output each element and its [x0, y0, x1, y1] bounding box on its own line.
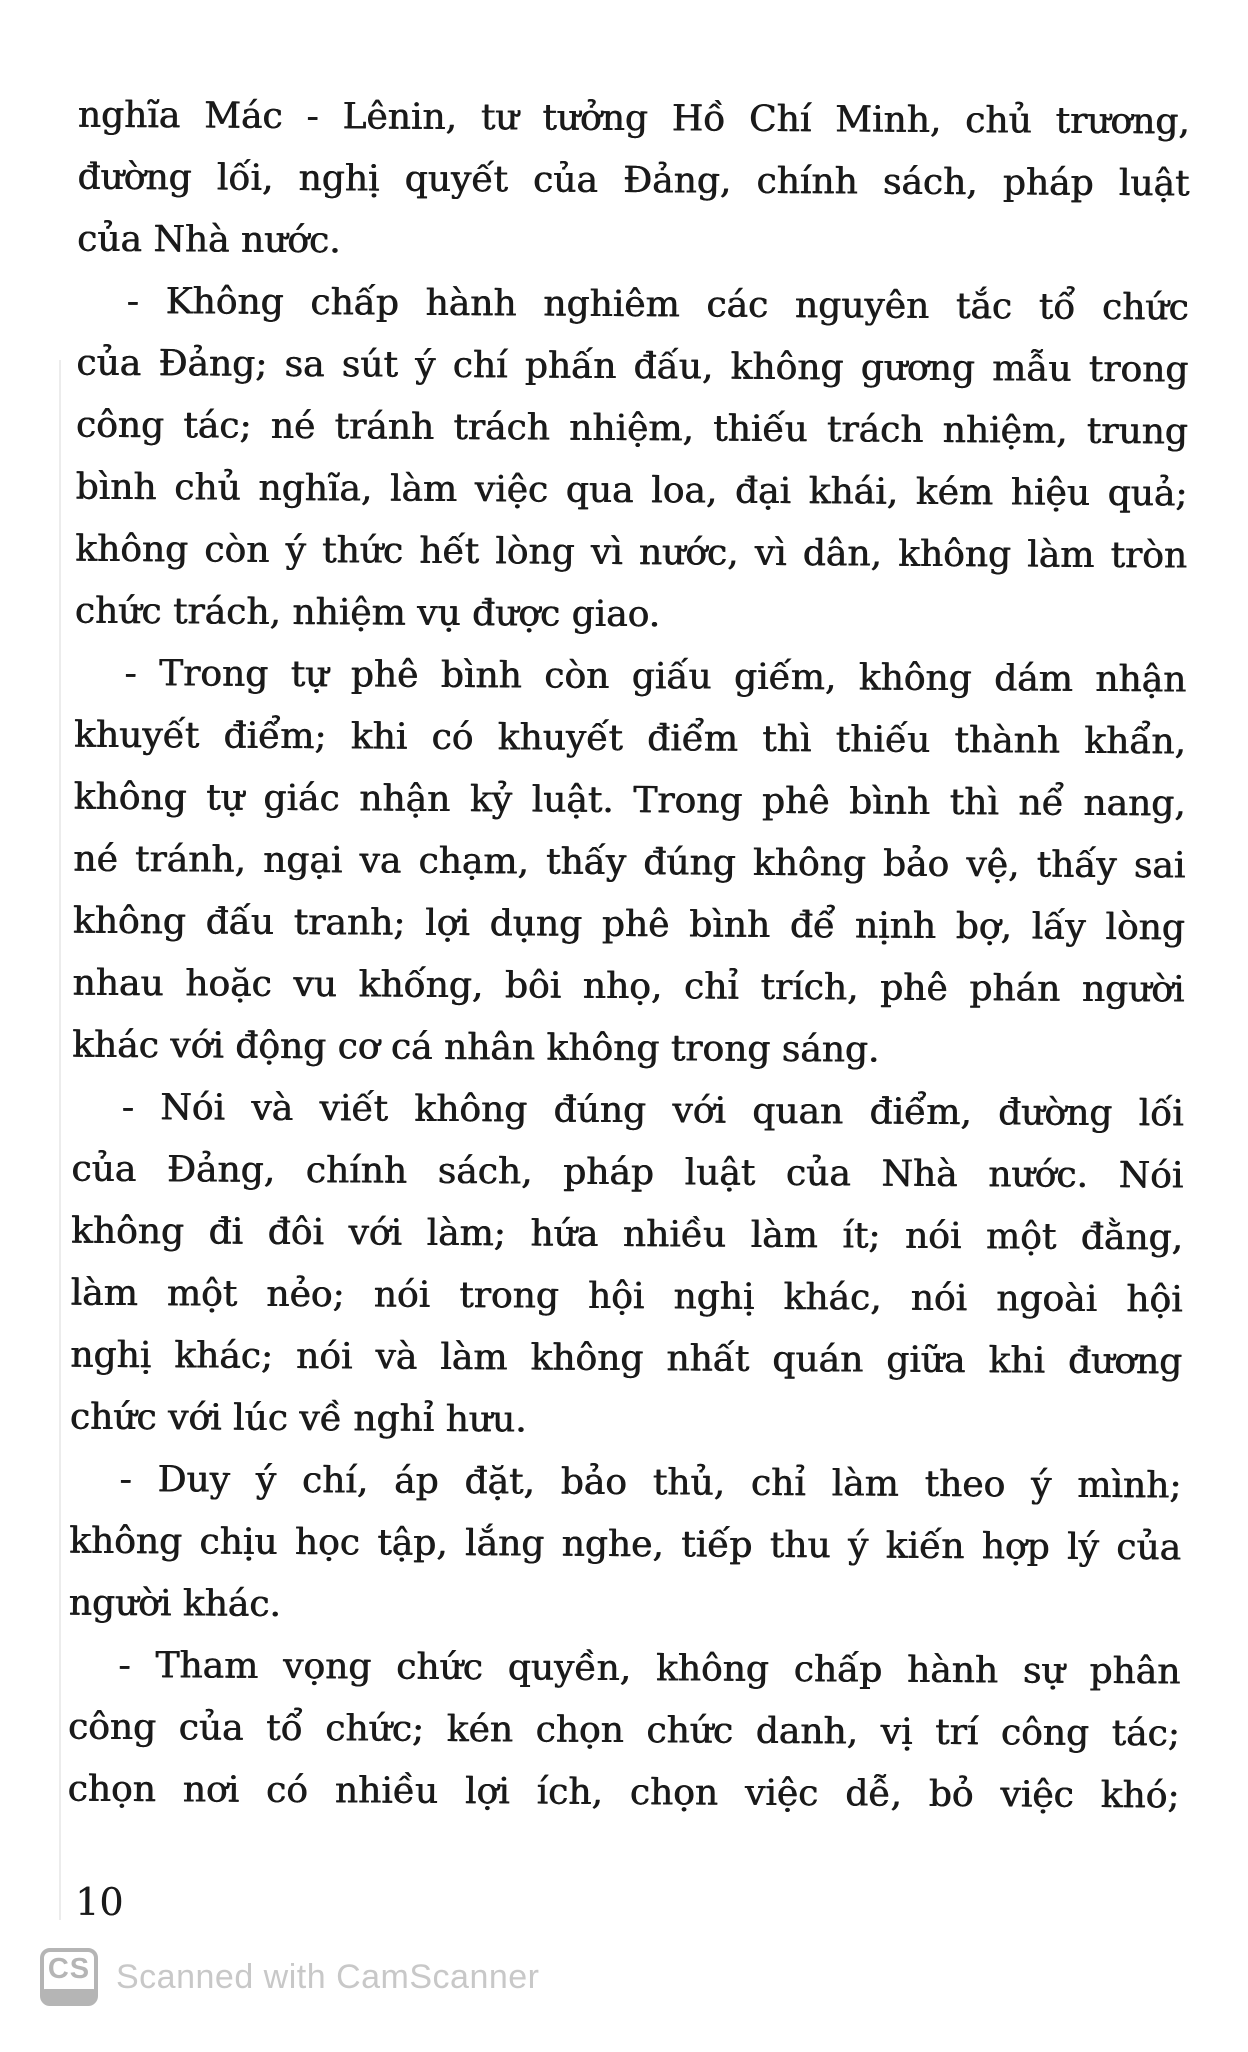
word: và	[375, 1336, 418, 1378]
word: phê	[350, 654, 419, 696]
word: thì	[949, 782, 1000, 824]
word: nang,	[1083, 782, 1186, 825]
word: pháp	[1002, 162, 1094, 204]
word: ý	[847, 1525, 869, 1567]
word: khuyết	[74, 714, 200, 757]
word: nhọ,	[582, 965, 663, 1008]
word: của	[178, 1707, 244, 1749]
word: nẻo;	[266, 1273, 345, 1316]
word: giác	[263, 777, 340, 820]
word: dân,	[802, 533, 883, 575]
word: bôi	[504, 965, 562, 1007]
word: -	[118, 1644, 131, 1687]
word: nước,	[638, 532, 739, 574]
word: của	[76, 342, 142, 385]
word: -	[306, 96, 319, 138]
word: không	[414, 1088, 528, 1131]
word: Mác	[204, 95, 283, 137]
word: lòng	[1105, 906, 1186, 949]
word: các	[706, 284, 769, 326]
word: phê	[762, 780, 830, 823]
word: luật.	[531, 779, 614, 821]
word: Đảng;	[158, 343, 268, 385]
word: không	[72, 900, 187, 943]
camscanner-logo	[40, 1948, 98, 2006]
word: quyền,	[507, 1647, 632, 1690]
word: bảo	[560, 1461, 628, 1504]
word: trí	[935, 1711, 979, 1754]
word: danh,	[755, 1710, 859, 1753]
word: bình	[75, 466, 157, 509]
word: gương	[860, 347, 976, 390]
word: điểm,	[869, 1091, 973, 1134]
word: ngoài	[996, 1278, 1098, 1320]
word: thức	[322, 530, 404, 572]
word: Đảng,	[166, 1149, 276, 1191]
word: chí	[452, 344, 508, 387]
word: lấy	[1031, 906, 1086, 948]
text-line	[77, 147, 1189, 216]
word: ý	[415, 344, 436, 386]
word: tự	[290, 654, 329, 696]
word: lợi	[425, 902, 471, 945]
word: người	[1081, 968, 1185, 1011]
word: loa,	[651, 470, 718, 512]
word: ý	[285, 529, 307, 572]
word: đường	[998, 1092, 1113, 1135]
word: kiến	[885, 1525, 965, 1568]
word: tránh	[334, 406, 435, 448]
word: sự	[1022, 1650, 1065, 1692]
word: ích,	[536, 1771, 604, 1813]
word: Nhà	[881, 1153, 958, 1196]
word: áp	[394, 1460, 439, 1502]
word: không	[752, 842, 867, 885]
word: trách	[453, 406, 551, 449]
word: nói	[296, 1336, 353, 1378]
word: không	[858, 657, 972, 700]
word: chức	[396, 1646, 484, 1689]
word: bình	[440, 654, 523, 697]
word: luật	[1118, 163, 1190, 205]
word: giấu	[631, 656, 712, 698]
word: quyết	[404, 158, 509, 201]
word: tác;	[183, 405, 252, 447]
word: đi	[208, 1211, 244, 1253]
word: luật	[684, 1152, 756, 1194]
word: chọn	[629, 1772, 719, 1814]
word: khuyết	[497, 717, 624, 760]
word: có	[266, 1769, 309, 1812]
word: trích,	[760, 966, 859, 1009]
word: làm	[70, 1272, 139, 1315]
word: kén	[446, 1708, 514, 1751]
word: chọn	[535, 1709, 625, 1752]
word: giếm,	[734, 656, 837, 699]
text-line	[71, 1263, 1183, 1332]
word: không	[75, 528, 189, 571]
word: đấu	[205, 901, 275, 943]
word: nhiệm,	[569, 407, 695, 450]
word: nhất	[666, 1338, 750, 1380]
word: còn	[204, 529, 270, 571]
word: -	[121, 1086, 135, 1129]
word: nghị	[298, 158, 380, 200]
word: khi	[350, 716, 408, 758]
word: tròn	[1110, 535, 1188, 577]
word: Đảng,	[623, 160, 732, 202]
text-line: chức trách, nhiệm vụ được giao.	[74, 590, 661, 636]
word: chủ	[965, 100, 1032, 142]
text-line	[71, 1201, 1183, 1270]
word: nơi	[182, 1769, 240, 1811]
text-line	[75, 519, 1187, 588]
word: đúng	[553, 1089, 647, 1132]
word: kém	[915, 471, 994, 514]
word: qua	[565, 469, 634, 512]
text-line	[69, 1511, 1181, 1580]
word: đường	[77, 156, 192, 199]
word: trung	[1086, 410, 1189, 453]
word: lối,	[216, 157, 274, 199]
word: sa	[284, 343, 325, 386]
word: chức	[1102, 286, 1189, 329]
word: sách,	[437, 1150, 533, 1193]
word: tư	[480, 97, 519, 139]
word: nịnh	[854, 905, 937, 947]
word: không	[530, 1337, 644, 1380]
word: nhau	[72, 962, 164, 1005]
word: tự	[206, 777, 245, 819]
text-line	[73, 829, 1185, 898]
word: Lênin,	[342, 96, 458, 139]
word: va	[359, 840, 402, 882]
word: phê	[880, 967, 948, 1010]
word: né	[73, 838, 119, 880]
word: chịu	[199, 1521, 278, 1563]
word: tiếp	[681, 1524, 753, 1566]
word: ít;	[842, 1215, 881, 1257]
word: -	[124, 652, 137, 695]
word: tranh;	[293, 902, 406, 944]
word: quán	[772, 1338, 864, 1381]
word: hành	[907, 1649, 999, 1692]
word: học	[294, 1522, 361, 1564]
word: thấy	[1036, 844, 1117, 887]
word: chọn	[67, 1768, 157, 1811]
word: sách,	[882, 161, 978, 204]
word: bỏ	[928, 1773, 974, 1816]
word: làm	[440, 1336, 508, 1379]
text-line	[68, 1635, 1180, 1704]
word: khái,	[808, 471, 899, 513]
word: không	[655, 1648, 770, 1690]
word: nước.	[988, 1154, 1089, 1196]
word: khẩn,	[1084, 720, 1187, 763]
word: một	[985, 1216, 1057, 1258]
word: thành	[954, 720, 1061, 762]
word: tránh,	[135, 839, 247, 881]
word: của	[785, 1153, 852, 1195]
word: tác;	[1111, 1713, 1181, 1755]
text-line	[78, 85, 1190, 154]
word: chỉ	[684, 966, 740, 1008]
word: chí,	[301, 1460, 369, 1502]
page-number: 10	[74, 1879, 124, 1924]
word: chức	[646, 1710, 734, 1752]
word: chức;	[325, 1708, 425, 1750]
word: hội	[1126, 1279, 1183, 1321]
word: Duy	[157, 1459, 231, 1501]
word: mình;	[1077, 1464, 1182, 1507]
word: đại	[734, 470, 792, 513]
word: làm	[750, 1214, 819, 1257]
word: Nói	[1118, 1155, 1184, 1197]
word: để	[789, 905, 836, 947]
word: khác;	[174, 1335, 274, 1377]
word: mẫu	[992, 348, 1072, 390]
text-line	[70, 1325, 1182, 1394]
word: việc	[744, 1772, 819, 1815]
word: ý	[1031, 1464, 1052, 1506]
word: bảo	[883, 843, 950, 886]
word: thấy	[546, 841, 627, 884]
word: điểm	[647, 718, 739, 760]
word: với	[672, 1090, 727, 1132]
word: đằng,	[1080, 1216, 1184, 1259]
word: hợp	[981, 1526, 1050, 1568]
word: -	[119, 1458, 132, 1501]
word: chạm,	[418, 840, 530, 883]
word: nhận	[1095, 658, 1187, 701]
word: đấu,	[633, 346, 714, 388]
word: Nói	[160, 1087, 226, 1129]
word: nhiệm,	[942, 409, 1068, 452]
word: sai	[1133, 845, 1186, 887]
word: giữa	[886, 1339, 966, 1382]
word: vệ,	[966, 844, 1020, 886]
word: sút	[341, 344, 399, 386]
word: viết	[319, 1088, 389, 1130]
text-line	[74, 767, 1186, 836]
word: đương	[1068, 1340, 1183, 1383]
word: công	[68, 1706, 157, 1749]
word: làm	[831, 1463, 900, 1505]
word: không	[73, 776, 187, 819]
word: tổ	[1038, 286, 1076, 328]
word: hành	[425, 282, 517, 325]
word: điểm;	[223, 715, 327, 758]
word: nhận	[359, 778, 451, 820]
word: làm	[1027, 534, 1095, 576]
word: có	[431, 716, 474, 759]
word: kỷ	[469, 779, 513, 821]
word: không	[730, 346, 844, 389]
watermark-text: Scanned with CamScanner	[116, 1957, 540, 1996]
camscanner-logo-bar	[43, 1989, 95, 2004]
word: hứa	[530, 1213, 599, 1255]
text-line	[71, 1139, 1183, 1208]
text-line	[73, 891, 1185, 960]
word: nể	[1018, 782, 1065, 824]
word: lối	[1138, 1093, 1184, 1135]
text-line	[76, 457, 1188, 526]
word: Chí	[749, 98, 812, 141]
word: né	[270, 405, 316, 448]
word: không	[898, 533, 1012, 576]
word: vì	[754, 532, 787, 575]
word: Hồ	[671, 98, 726, 140]
word: nghị	[673, 1276, 755, 1318]
word: bình	[849, 781, 931, 823]
word: việc	[474, 469, 549, 511]
word: hoặc	[185, 963, 273, 1005]
word: hội	[587, 1275, 645, 1318]
word: lắng	[465, 1523, 545, 1565]
word: dễ,	[845, 1773, 903, 1815]
word: nghị	[70, 1334, 152, 1377]
word: chấp	[793, 1649, 883, 1691]
word: Minh,	[835, 99, 942, 141]
text-line: chức với lúc về nghỉ hưu.	[69, 1396, 527, 1441]
word: nghĩa	[77, 94, 181, 137]
text-line	[76, 395, 1188, 464]
word: khống,	[358, 964, 484, 1007]
text-line	[68, 1759, 1180, 1828]
word: tắc	[955, 286, 1013, 328]
word: lợi	[465, 1771, 510, 1813]
word: thiếu	[835, 719, 931, 761]
word: ý	[255, 1459, 277, 1501]
word: nói	[910, 1277, 968, 1320]
word: nói	[905, 1215, 962, 1258]
word: nhiều	[622, 1214, 727, 1256]
text-line	[74, 643, 1186, 712]
word: nghiêm	[543, 283, 680, 326]
word: theo	[924, 1463, 1006, 1506]
word: công	[76, 404, 165, 447]
word: thu	[769, 1524, 831, 1567]
word: với	[348, 1212, 403, 1254]
word: làm;	[426, 1212, 507, 1255]
text-line: người khác.	[68, 1582, 282, 1625]
word: -	[126, 280, 140, 323]
word: bợ,	[955, 906, 1013, 948]
word: không	[69, 1520, 183, 1563]
word: trong	[1088, 348, 1189, 391]
word: khác,	[783, 1277, 882, 1319]
word: chính	[756, 160, 858, 203]
word: Tham	[155, 1645, 259, 1687]
text-line	[73, 953, 1185, 1022]
word: chỉ	[750, 1462, 807, 1505]
word: công	[1000, 1712, 1090, 1754]
text-line	[72, 1077, 1184, 1146]
text-line	[77, 271, 1189, 340]
word: nhiều	[334, 1770, 439, 1812]
word: phê	[601, 903, 670, 946]
word: trong	[459, 1275, 560, 1317]
word: vọng	[283, 1645, 372, 1688]
word: nguyên	[794, 285, 930, 327]
body-text	[68, 85, 1191, 1828]
word: lòng	[495, 531, 575, 573]
word: chủ	[174, 467, 242, 509]
word: quan	[752, 1090, 844, 1133]
word: đặt,	[464, 1461, 536, 1503]
word: trách	[826, 409, 924, 451]
text-line	[68, 1697, 1180, 1766]
word: Trong	[633, 780, 743, 822]
word: còn	[544, 655, 610, 697]
word: và	[251, 1087, 294, 1130]
word: của	[533, 159, 599, 201]
word: một	[166, 1273, 238, 1315]
word: Không	[165, 281, 284, 323]
camscanner-logo-text: CS	[47, 1953, 91, 1985]
word: tổ	[266, 1707, 303, 1750]
word: Trong	[159, 653, 269, 695]
word: lý	[1067, 1526, 1100, 1568]
word: vị	[880, 1711, 913, 1753]
word: pháp	[563, 1151, 655, 1194]
word: làm	[390, 468, 458, 511]
word: vì	[590, 531, 623, 574]
word: thủ,	[652, 1462, 726, 1504]
word: việc	[1000, 1774, 1075, 1816]
camscanner-watermark	[40, 1946, 540, 2008]
word: nói	[373, 1274, 431, 1316]
text-line: khác với động cơ cá nhân không trong sáng.	[72, 1024, 880, 1071]
word: không	[71, 1210, 185, 1253]
word: đúng	[643, 842, 737, 884]
word: quả;	[1107, 472, 1188, 515]
word: thì	[762, 718, 812, 761]
word: dụng	[489, 903, 583, 945]
word: tưởng	[542, 97, 649, 140]
word: tập,	[377, 1522, 448, 1564]
word: hết	[419, 530, 480, 573]
word: phân	[1089, 1650, 1181, 1693]
word: phấn	[524, 345, 617, 387]
text-line	[74, 705, 1186, 774]
word: khó;	[1100, 1774, 1180, 1817]
word: vu	[293, 964, 338, 1006]
word: của	[1116, 1527, 1182, 1569]
text-line	[76, 333, 1188, 402]
word: chấp	[310, 282, 400, 324]
text-line: của Nhà nước.	[77, 218, 341, 262]
word: dám	[994, 658, 1074, 700]
word: ngại	[263, 839, 343, 882]
word: khi	[988, 1340, 1046, 1382]
word: trương,	[1055, 100, 1191, 143]
word: nghĩa,	[258, 467, 373, 510]
word: bình	[689, 904, 771, 946]
word: của	[71, 1148, 137, 1191]
word: hiệu	[1010, 472, 1091, 514]
text-line	[69, 1449, 1181, 1518]
word: nghe,	[561, 1523, 665, 1566]
word: chính	[305, 1150, 408, 1192]
word: phán	[969, 968, 1061, 1010]
word: đôi	[267, 1211, 325, 1254]
word: thiếu	[713, 408, 808, 451]
